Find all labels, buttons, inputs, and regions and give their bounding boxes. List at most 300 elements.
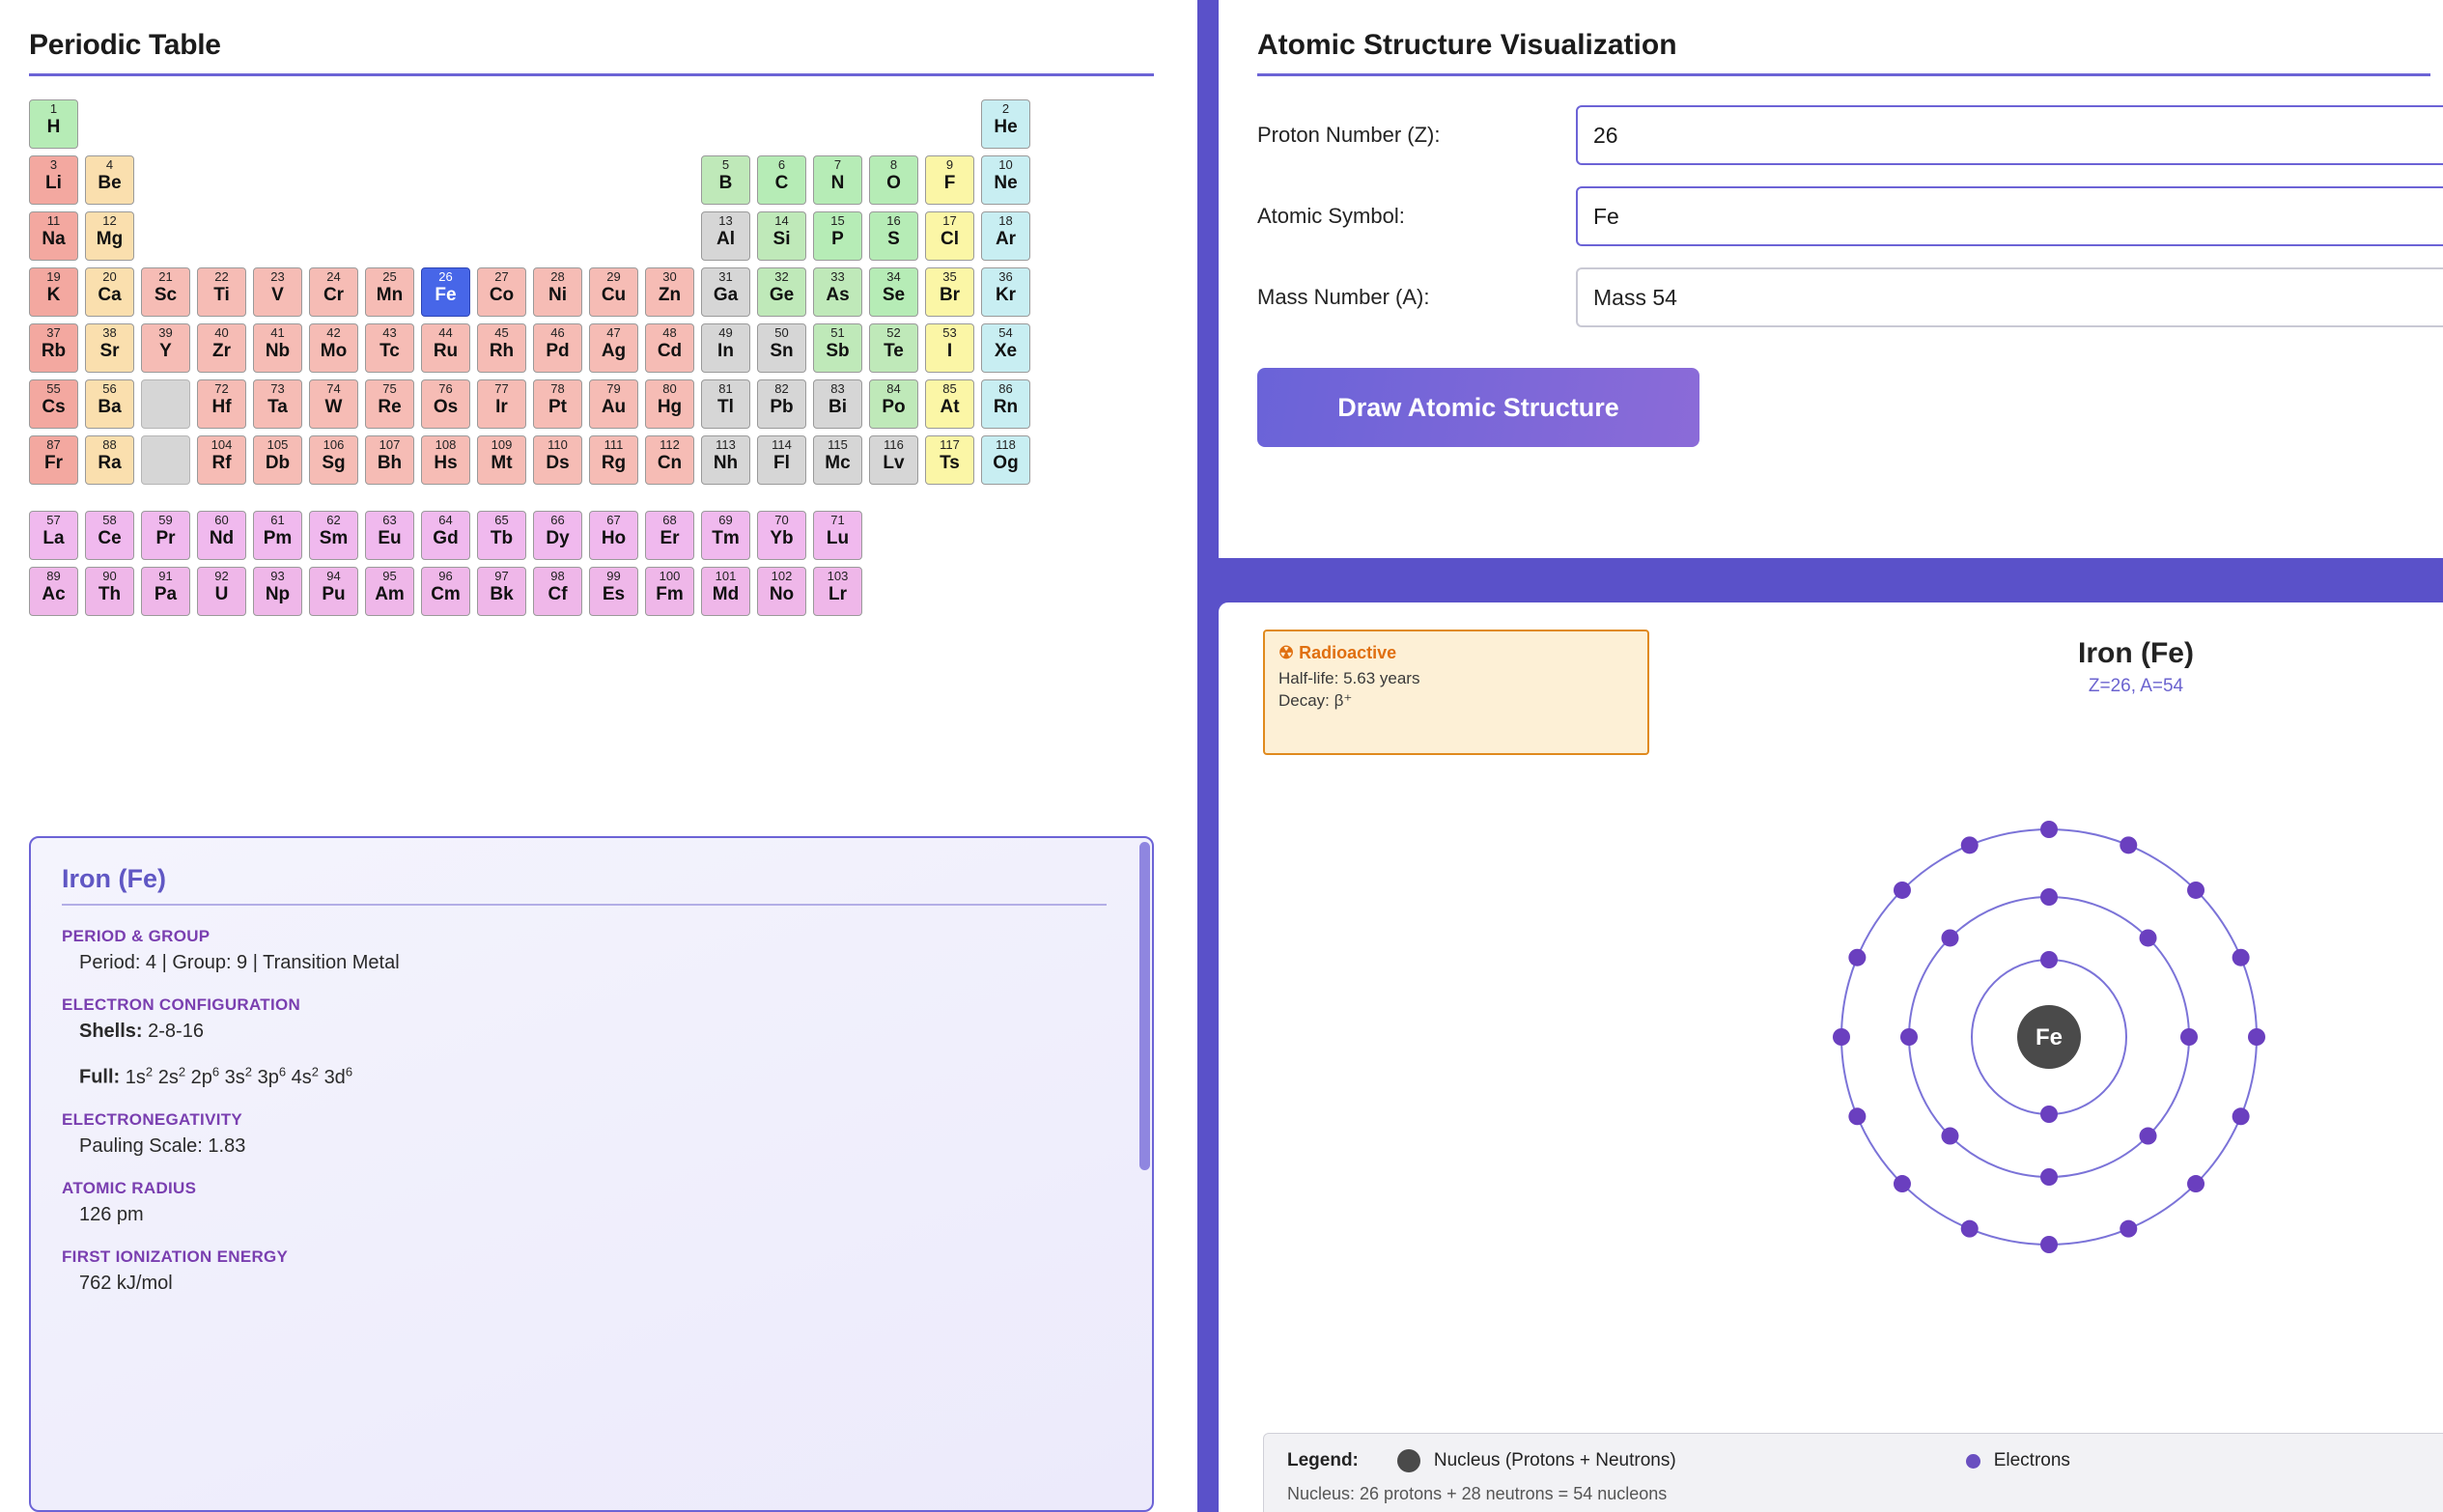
element-number: 85 — [942, 381, 957, 396]
element-cell-la[interactable] — [29, 511, 78, 560]
element-symbol: Cf — [548, 584, 568, 605]
element-symbol: Mc — [825, 453, 851, 473]
element-cell-as[interactable] — [813, 267, 862, 317]
element-cell-ds[interactable] — [533, 435, 582, 485]
element-cell-ga[interactable] — [701, 267, 750, 317]
element-cell-nb[interactable] — [253, 323, 302, 373]
element-cell-pr[interactable] — [141, 511, 190, 560]
element-symbol: Cu — [601, 285, 627, 305]
element-cell-ne[interactable] — [981, 155, 1030, 205]
info-value-electronegativity: Pauling Scale: 1.83 — [79, 1134, 246, 1157]
element-cell-pb[interactable] — [757, 379, 806, 429]
legend-nucleus-text: Nucleus (Protons + Neutrons) — [1433, 1450, 1676, 1470]
element-cell-zr[interactable] — [197, 323, 246, 373]
element-number: 53 — [942, 325, 957, 340]
page-title: Periodic Table — [29, 29, 221, 61]
element-symbol: C — [774, 173, 789, 193]
element-cell-po[interactable] — [869, 379, 918, 429]
element-cell-ba[interactable] — [85, 379, 134, 429]
element-cell-co[interactable] — [477, 267, 526, 317]
element-symbol: Ag — [601, 341, 627, 361]
element-symbol: Ce — [98, 528, 122, 549]
element-cell-in[interactable] — [701, 323, 750, 373]
atomic-diagram-card — [1219, 602, 2443, 1512]
element-number: 72 — [214, 381, 229, 396]
element-number: 24 — [326, 269, 341, 284]
element-cell-re[interactable] — [365, 379, 414, 429]
mass-number-row — [1257, 267, 2443, 327]
element-cell-fe[interactable] — [421, 267, 470, 317]
element-cell-tc[interactable] — [365, 323, 414, 373]
element-cell-am[interactable] — [365, 567, 414, 616]
atom-diagram-subtitle: Z=26, A=54 — [2088, 676, 2184, 696]
element-cell-sn[interactable] — [757, 323, 806, 373]
element-number: 30 — [662, 269, 677, 284]
element-cell-k[interactable] — [29, 267, 78, 317]
element-cell-tb[interactable] — [477, 511, 526, 560]
element-cell-fl[interactable] — [757, 435, 806, 485]
element-number: 7 — [833, 157, 842, 172]
element-cell-rb[interactable] — [29, 323, 78, 373]
element-number: 54 — [998, 325, 1013, 340]
decay-text: Decay: β⁺ — [1278, 691, 1353, 710]
element-cell-eu[interactable] — [365, 511, 414, 560]
electron — [2040, 821, 2058, 838]
info-heading-electron-config: ELECTRON CONFIGURATION — [62, 995, 301, 1014]
element-number: 97 — [494, 569, 509, 584]
element-symbol: Rb — [41, 341, 67, 361]
element-number: 84 — [886, 381, 901, 396]
element-cell-md[interactable] — [701, 567, 750, 616]
element-symbol: S — [887, 229, 900, 249]
element-number: 18 — [998, 213, 1013, 228]
element-cell-hs[interactable] — [421, 435, 470, 485]
element-cell-nh[interactable] — [701, 435, 750, 485]
element-cell-c[interactable] — [757, 155, 806, 205]
element-cell-cs[interactable] — [29, 379, 78, 429]
element-cell-al[interactable] — [701, 211, 750, 261]
element-symbol: Sg — [322, 453, 346, 473]
element-cell-na[interactable] — [29, 211, 78, 261]
element-cell-p[interactable] — [813, 211, 862, 261]
element-cell-es[interactable] — [589, 567, 638, 616]
element-symbol: Re — [378, 397, 402, 417]
electron — [1894, 882, 1911, 899]
element-cell-hg[interactable] — [645, 379, 694, 429]
proton-number-input[interactable] — [1576, 105, 2443, 165]
element-cell-pd[interactable] — [533, 323, 582, 373]
element-symbol: Rf — [211, 453, 232, 473]
element-number: 39 — [158, 325, 173, 340]
element-number: 42 — [326, 325, 341, 340]
element-symbol: Y — [159, 341, 172, 361]
element-number: 48 — [662, 325, 677, 340]
element-cell-y[interactable] — [141, 323, 190, 373]
element-symbol: I — [946, 341, 953, 361]
element-cell-w[interactable] — [309, 379, 358, 429]
element-symbol: Au — [601, 397, 627, 417]
legend-label: Legend: — [1287, 1450, 1359, 1470]
element-cell-mg[interactable] — [85, 211, 134, 261]
element-info-card — [29, 836, 1154, 1512]
element-symbol: Sr — [99, 341, 120, 361]
element-symbol: Si — [772, 229, 791, 249]
legend-electrons-text: Electrons — [1993, 1450, 2070, 1470]
element-number: 118 — [996, 437, 1016, 452]
element-number: 37 — [46, 325, 61, 340]
element-cell-mn[interactable] — [365, 267, 414, 317]
element-cell-sr[interactable] — [85, 323, 134, 373]
element-symbol: Dy — [546, 528, 570, 549]
element-symbol: Se — [882, 285, 906, 305]
element-cell-mt[interactable] — [477, 435, 526, 485]
element-number: 99 — [606, 569, 621, 584]
element-cell-gd[interactable] — [421, 511, 470, 560]
element-symbol: Ac — [42, 584, 66, 605]
element-cell-fr[interactable] — [29, 435, 78, 485]
title-divider — [29, 73, 1154, 76]
element-cell-b[interactable] — [701, 155, 750, 205]
element-number: 63 — [382, 513, 397, 528]
element-cell-kr[interactable] — [981, 267, 1030, 317]
element-cell-xe[interactable] — [981, 323, 1030, 373]
info-divider — [62, 904, 1107, 906]
element-number: 91 — [158, 569, 173, 584]
element-symbol: Ne — [994, 173, 1018, 193]
element-cell-mo[interactable] — [309, 323, 358, 373]
element-cell-ra[interactable] — [85, 435, 134, 485]
element-cell-be[interactable] — [85, 155, 134, 205]
element-number: 93 — [270, 569, 285, 584]
element-symbol: Lr — [828, 584, 847, 605]
element-symbol: Fr — [44, 453, 63, 473]
element-symbol: U — [214, 584, 229, 605]
element-number: 52 — [886, 325, 901, 340]
element-cell-lu[interactable] — [813, 511, 862, 560]
shells-label: Shells: — [79, 1021, 143, 1042]
electron — [1894, 1175, 1911, 1192]
element-cell-lv[interactable] — [869, 435, 918, 485]
element-cell-pa[interactable] — [141, 567, 190, 616]
element-number: 36 — [998, 269, 1013, 284]
element-cell-cm[interactable] — [421, 567, 470, 616]
mass-number-input[interactable] — [1576, 267, 2443, 327]
element-number: 94 — [326, 569, 341, 584]
element-symbol: V — [271, 285, 284, 305]
element-cell-au[interactable] — [589, 379, 638, 429]
atom-diagram — [1740, 728, 2358, 1351]
info-scrollbar[interactable] — [1139, 842, 1150, 1170]
element-cell-u[interactable] — [197, 567, 246, 616]
element-symbol: Es — [602, 584, 626, 605]
element-number: 101 — [715, 569, 737, 584]
element-cell-np[interactable] — [253, 567, 302, 616]
element-cell-li[interactable] — [29, 155, 78, 205]
element-symbol: N — [830, 173, 845, 193]
element-number: 58 — [102, 513, 117, 528]
element-cell-ti[interactable] — [197, 267, 246, 317]
element-number: 100 — [659, 569, 681, 584]
element-cell-i[interactable] — [925, 323, 974, 373]
element-cell-o[interactable] — [869, 155, 918, 205]
element-cell-ni[interactable] — [533, 267, 582, 317]
atomic-symbol-label: Atomic Symbol: — [1257, 204, 1405, 228]
element-cell-rf[interactable] — [197, 435, 246, 485]
element-number: 74 — [326, 381, 341, 396]
element-cell-dy[interactable] — [533, 511, 582, 560]
element-cell-rg[interactable] — [589, 435, 638, 485]
element-symbol: Ta — [267, 397, 288, 417]
element-number: 81 — [718, 381, 733, 396]
element-cell-sg[interactable] — [309, 435, 358, 485]
element-cell-n[interactable] — [813, 155, 862, 205]
element-cell-ac[interactable] — [29, 567, 78, 616]
element-number: 46 — [550, 325, 565, 340]
element-cell-te[interactable] — [869, 323, 918, 373]
info-value-atomic-radius: 126 pm — [79, 1203, 144, 1225]
element-number: 51 — [830, 325, 845, 340]
element-number: 73 — [270, 381, 285, 396]
element-number: 45 — [494, 325, 509, 340]
element-number: 15 — [830, 213, 845, 228]
element-symbol: Ru — [433, 341, 459, 361]
element-number: 82 — [774, 381, 789, 396]
element-cell-cu[interactable] — [589, 267, 638, 317]
element-cell-cl[interactable] — [925, 211, 974, 261]
visualization-panel — [1197, 0, 2443, 1512]
element-number: 3 — [49, 157, 58, 172]
element-cell-si[interactable] — [757, 211, 806, 261]
element-cell-no[interactable] — [757, 567, 806, 616]
element-symbol: Ba — [98, 397, 122, 417]
element-cell-pt[interactable] — [533, 379, 582, 429]
atom-diagram-title: Iron (Fe) — [2078, 637, 2194, 669]
element-cell-ta[interactable] — [253, 379, 302, 429]
element-cell-er[interactable] — [645, 511, 694, 560]
element-symbol: Ir — [495, 397, 508, 417]
element-number: 95 — [382, 569, 397, 584]
electron — [1848, 949, 1866, 966]
element-symbol: Pt — [548, 397, 567, 417]
element-cell-os[interactable] — [421, 379, 470, 429]
element-number: 50 — [774, 325, 789, 340]
element-cell-og[interactable] — [981, 435, 1030, 485]
electron — [2140, 929, 2157, 946]
element-number: 75 — [382, 381, 397, 396]
element-number: 57 — [46, 513, 61, 528]
element-cell-cn[interactable] — [645, 435, 694, 485]
element-cell-rh[interactable] — [477, 323, 526, 373]
element-symbol: H — [46, 117, 61, 137]
element-symbol: Bk — [490, 584, 514, 605]
atomic-symbol-input[interactable] — [1576, 186, 2443, 246]
element-symbol: Hg — [657, 397, 683, 417]
element-cell-nd[interactable] — [197, 511, 246, 560]
legend-row — [1287, 1449, 2425, 1472]
element-cell-br[interactable] — [925, 267, 974, 317]
info-value-ionization-energy: 762 kJ/mol — [79, 1272, 173, 1294]
element-cell-ir[interactable] — [477, 379, 526, 429]
element-cell-ce[interactable] — [85, 511, 134, 560]
element-symbol: Sm — [319, 528, 349, 549]
element-symbol: Xe — [994, 341, 1018, 361]
electron — [2187, 882, 2204, 899]
element-cell-zn[interactable] — [645, 267, 694, 317]
element-symbol: Gd — [433, 528, 459, 549]
element-symbol: Cd — [657, 341, 683, 361]
electron — [2232, 1107, 2250, 1125]
element-number: 23 — [270, 269, 285, 284]
element-cell-ag[interactable] — [589, 323, 638, 373]
element-number: 70 — [774, 513, 789, 528]
proton-number-row — [1257, 105, 2443, 165]
element-cell-sc[interactable] — [141, 267, 190, 317]
element-cell-cr[interactable] — [309, 267, 358, 317]
element-symbol: Co — [489, 285, 515, 305]
element-cell-lr[interactable] — [813, 567, 862, 616]
info-heading-ionization-energy: FIRST IONIZATION ENERGY — [62, 1246, 289, 1266]
element-cell-f[interactable] — [925, 155, 974, 205]
element-symbol: Tb — [490, 528, 514, 549]
element-number: 88 — [102, 437, 117, 452]
element-number: 66 — [550, 513, 565, 528]
element-cell-ca[interactable] — [85, 267, 134, 317]
element-number: 47 — [606, 325, 621, 340]
visualization-title: Atomic Structure Visualization — [1257, 29, 1677, 61]
element-cell-rn[interactable] — [981, 379, 1030, 429]
element-number: 64 — [438, 513, 453, 528]
element-symbol: Ar — [995, 229, 1017, 249]
element-cell-ge[interactable] — [757, 267, 806, 317]
element-cell-ru[interactable] — [421, 323, 470, 373]
element-cell-cf[interactable] — [533, 567, 582, 616]
element-symbol: Rh — [489, 341, 515, 361]
element-cell-mc[interactable] — [813, 435, 862, 485]
element-cell-s[interactable] — [869, 211, 918, 261]
element-symbol: Na — [42, 229, 66, 249]
element-cell-tl[interactable] — [701, 379, 750, 429]
element-cell-bi[interactable] — [813, 379, 862, 429]
element-cell-tm[interactable] — [701, 511, 750, 560]
element-number: 107 — [379, 437, 401, 452]
element-number: 109 — [491, 437, 513, 452]
element-number: 22 — [214, 269, 229, 284]
element-number: 90 — [102, 569, 117, 584]
element-number: 21 — [158, 269, 173, 284]
element-symbol: Mg — [96, 229, 124, 249]
element-number: 29 — [606, 269, 621, 284]
element-symbol: At — [940, 397, 960, 417]
element-cell-sb[interactable] — [813, 323, 862, 373]
element-number: 116 — [884, 437, 904, 452]
element-number: 56 — [102, 381, 117, 396]
element-number: 62 — [326, 513, 341, 528]
element-symbol: Ts — [940, 453, 960, 473]
element-symbol: Fm — [656, 584, 684, 605]
element-cell-v[interactable] — [253, 267, 302, 317]
element-cell-se[interactable] — [869, 267, 918, 317]
element-symbol: Er — [660, 528, 680, 549]
element-cell-hf[interactable] — [197, 379, 246, 429]
element-cell-bk[interactable] — [477, 567, 526, 616]
element-symbol: Am — [375, 584, 405, 605]
element-cell-sm[interactable] — [309, 511, 358, 560]
diagram-legend — [1263, 1433, 2443, 1512]
electron — [1941, 1128, 1958, 1145]
element-symbol: Sn — [770, 341, 794, 361]
draw-atomic-structure-button[interactable]: Draw Atomic Structure — [1257, 368, 1699, 447]
element-symbol: No — [769, 584, 795, 605]
periodic-table[interactable] — [29, 99, 1168, 605]
element-cell-bh[interactable] — [365, 435, 414, 485]
element-cell-ts[interactable] — [925, 435, 974, 485]
element-number: 32 — [774, 269, 789, 284]
element-symbol: Zn — [658, 285, 682, 305]
element-cell-fm[interactable] — [645, 567, 694, 616]
element-number: 9 — [945, 157, 954, 172]
electron — [1900, 1028, 1918, 1046]
element-cell-ho[interactable] — [589, 511, 638, 560]
element-number: 111 — [604, 437, 624, 452]
info-value-shells — [79, 1021, 1123, 1043]
element-cell-pu[interactable] — [309, 567, 358, 616]
element-number: 114 — [772, 437, 792, 452]
element-symbol: Be — [98, 173, 122, 193]
element-number: 43 — [382, 325, 397, 340]
element-symbol: Mt — [491, 453, 513, 473]
element-cell-ar[interactable] — [981, 211, 1030, 261]
element-symbol: Lv — [883, 453, 905, 473]
element-symbol: Br — [939, 285, 961, 305]
element-number: 68 — [662, 513, 677, 528]
element-symbol: Sb — [826, 341, 850, 361]
element-symbol: Nh — [713, 453, 739, 473]
element-cell-pm[interactable] — [253, 511, 302, 560]
element-number: 79 — [606, 381, 621, 396]
element-cell-at[interactable] — [925, 379, 974, 429]
element-symbol: Pd — [546, 341, 570, 361]
atomic-input-card — [1219, 0, 2443, 558]
element-symbol: Cs — [42, 397, 66, 417]
info-heading-electronegativity: ELECTRONEGATIVITY — [62, 1109, 243, 1129]
electron — [1961, 836, 1979, 854]
info-value-period-group: Period: 4 | Group: 9 | Transition Metal — [79, 952, 400, 973]
element-symbol: Kr — [995, 285, 1017, 305]
element-symbol: Lu — [826, 528, 850, 549]
element-cell-cd[interactable] — [645, 323, 694, 373]
element-symbol: Th — [98, 584, 122, 605]
electron — [2040, 888, 2058, 906]
electron — [1833, 1028, 1850, 1046]
element-symbol: W — [324, 397, 343, 417]
proton-number-label: Proton Number (Z): — [1257, 123, 1441, 147]
element-number: 49 — [718, 325, 733, 340]
element-number: 55 — [46, 381, 61, 396]
element-cell-h[interactable] — [29, 99, 78, 149]
element-number: 31 — [718, 269, 733, 284]
element-number: 26 — [438, 269, 453, 284]
electron — [1961, 1220, 1979, 1238]
element-number: 96 — [438, 569, 453, 584]
element-cell-db[interactable] — [253, 435, 302, 485]
element-cell-he[interactable] — [981, 99, 1030, 149]
element-symbol: Ds — [546, 453, 570, 473]
element-cell-yb[interactable] — [757, 511, 806, 560]
element-cell-th[interactable] — [85, 567, 134, 616]
element-symbol: Bh — [377, 453, 403, 473]
element-number: 110 — [548, 437, 568, 452]
element-number: 20 — [102, 269, 117, 284]
